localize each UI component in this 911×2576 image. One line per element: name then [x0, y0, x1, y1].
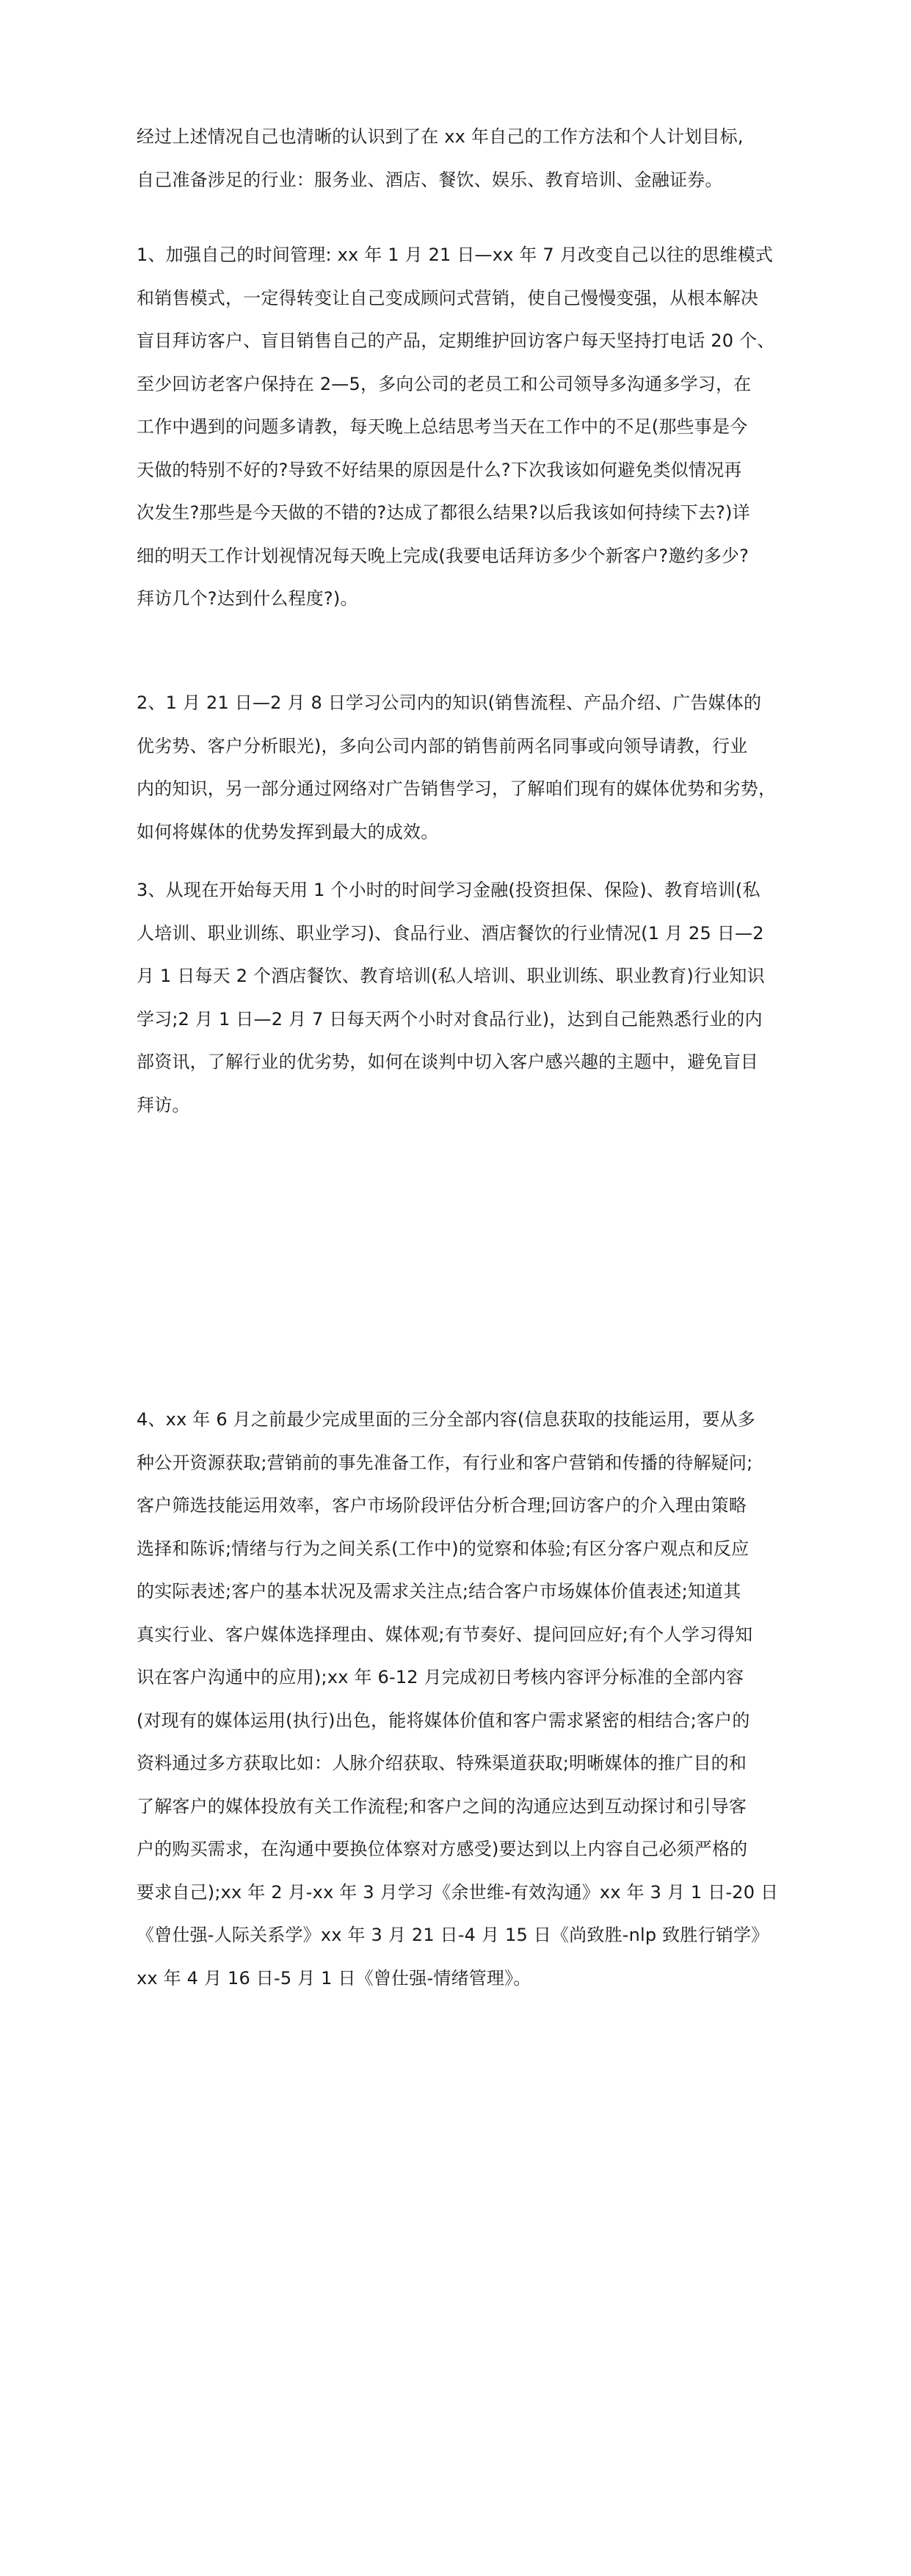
text-line: 户的购买需求，在沟通中要换位体察对方感受)要达到以上内容自己必须严格的 — [137, 1839, 748, 1859]
text-line: 《曾仕强-人际关系学》xx 年 3 月 21 日-4 月 15 日《尚致胜-nlp 致胜行销学》 — [137, 1925, 769, 1945]
text-line: 优劣势、客户分析眼光)，多向公司内部的销售前两名同事或向领导请教，行业 — [137, 735, 748, 756]
text-line: 拜访。 — [137, 1094, 190, 1115]
intro-paragraph — [137, 115, 775, 201]
paragraph-company-knowledge — [137, 681, 775, 853]
text-line: 学习;2 月 1 日—2 月 7 日每天两个小时对食品行业)，达到自己能熟悉行业的内 — [137, 1008, 763, 1030]
text-line: 拜访几个?达到什么程度?)。 — [137, 588, 358, 609]
paragraph-skills-plan — [137, 1398, 779, 2000]
text-line: 要求自己);xx 年 2 月-xx 年 3 月学习《余世维-有效沟通》xx 年 3 月 1 日-20 日 — [137, 1881, 779, 1903]
text-line: 人培训、职业训练、职业学习)、食品行业、酒店餐饮的行业情况(1 月 25 日—2 — [137, 922, 764, 944]
text-line: 如何将媒体的优势发挥到最大的成效。 — [137, 821, 439, 842]
text-line: 3、从现在开始每天用 1 个小时的时间学习金融(投资担保、保险)、教育培训(私 — [137, 880, 761, 900]
text-line: 月 1 日每天 2 个酒店餐饮、教育培训(私人培训、职业训练、职业教育)行业知识 — [137, 966, 765, 986]
text-line: 的实际表述;客户的基本状况及需求关注点;结合客户市场媒体价值表述;知道其 — [137, 1581, 741, 1602]
text-line: 了解客户的媒体投放有关工作流程;和客户之间的沟通应达到互动探讨和引导客 — [137, 1795, 747, 1817]
text-line: 种公开资源获取;营销前的事先准备工作，有行业和客户营销和传播的待解疑问; — [137, 1452, 753, 1473]
text-line: 4、xx 年 6 月之前最少完成里面的三分全部内容(信息获取的技能运用，要从多 — [137, 1409, 755, 1430]
text-line: 天做的特别不好的?导致不好结果的原因是什么?下次我该如何避免类似情况再 — [137, 459, 742, 480]
text-line: 客户筛选技能运用效率，客户市场阶段评估分析合理;回访客户的介入理由策略 — [137, 1495, 747, 1516]
text-line: 资料通过多方获取比如：人脉介绍获取、特殊渠道获取;明晰媒体的推广目的和 — [137, 1753, 747, 1773]
text-line: 识在客户沟通中的应用);xx 年 6-12 月完成初日考核内容评分标准的全部内容 — [137, 1667, 744, 1687]
text-line: 细的明天工作计划视情况每天晚上完成(我要电话拜访多少个新客户?邀约多少? — [137, 545, 750, 566]
text-line: 经过上述情况自己也清晰的认识到了在 xx 年自己的工作方法和个人计划目标, — [137, 126, 744, 147]
paragraph-industry-study — [137, 869, 775, 1126]
paragraph-time-management — [137, 234, 775, 621]
text-line: 真实行业、客户媒体选择理由、媒体观;有节奏好、提问回应好;有个人学习得知 — [137, 1624, 753, 1645]
text-line: 选择和陈诉;情绪与行为之间关系(工作中)的觉察和体验;有区分客户观点和反应 — [137, 1538, 750, 1559]
text-line: 至少回访老客户保持在 2—5，多向公司的老员工和公司领导多沟通多学习，在 — [137, 373, 752, 394]
text-line: 工作中遇到的问题多请教，每天晚上总结思考当天在工作中的不足(那些事是今 — [137, 416, 748, 437]
text-line: 次发生?那些是今天做的不错的?达成了都很么结果?以后我该如何持续下去?)详 — [137, 502, 750, 523]
text-line: 自己准备涉足的行业：服务业、酒店、餐饮、娱乐、教育培训、金融证券。 — [137, 169, 723, 190]
text-line: 和销售模式，一定得转变让自己变成顾问式营销，使自己慢慢变强，从根本解决 — [137, 287, 758, 308]
text-line: 盲目拜访客户、盲目销售自己的产品，定期维护回访客户每天坚持打电话 20 个、 — [137, 330, 775, 351]
text-line: xx 年 4 月 16 日-5 月 1 日《曾仕强-情绪管理》。 — [137, 1967, 531, 1989]
text-line: 2、1 月 21 日—2 月 8 日学习公司内的知识(销售流程、产品介绍、广告媒体的 — [137, 692, 762, 713]
text-line: (对现有的媒体运用(执行)出色，能将媒体价值和客户需求紧密的相结合;客户的 — [137, 1710, 750, 1731]
text-line: 内的知识，另一部分通过网络对广告销售学习，了解咱们现有的媒体优势和劣势， — [137, 778, 777, 799]
text-line: 部资讯，了解行业的优劣势，如何在谈判中切入客户感兴趣的主题中，避免盲目 — [137, 1052, 758, 1072]
text-line: 1、加强自己的时间管理: xx 年 1 月 21 日—xx 年 7 月改变自己以往的思维模式 — [137, 245, 774, 265]
